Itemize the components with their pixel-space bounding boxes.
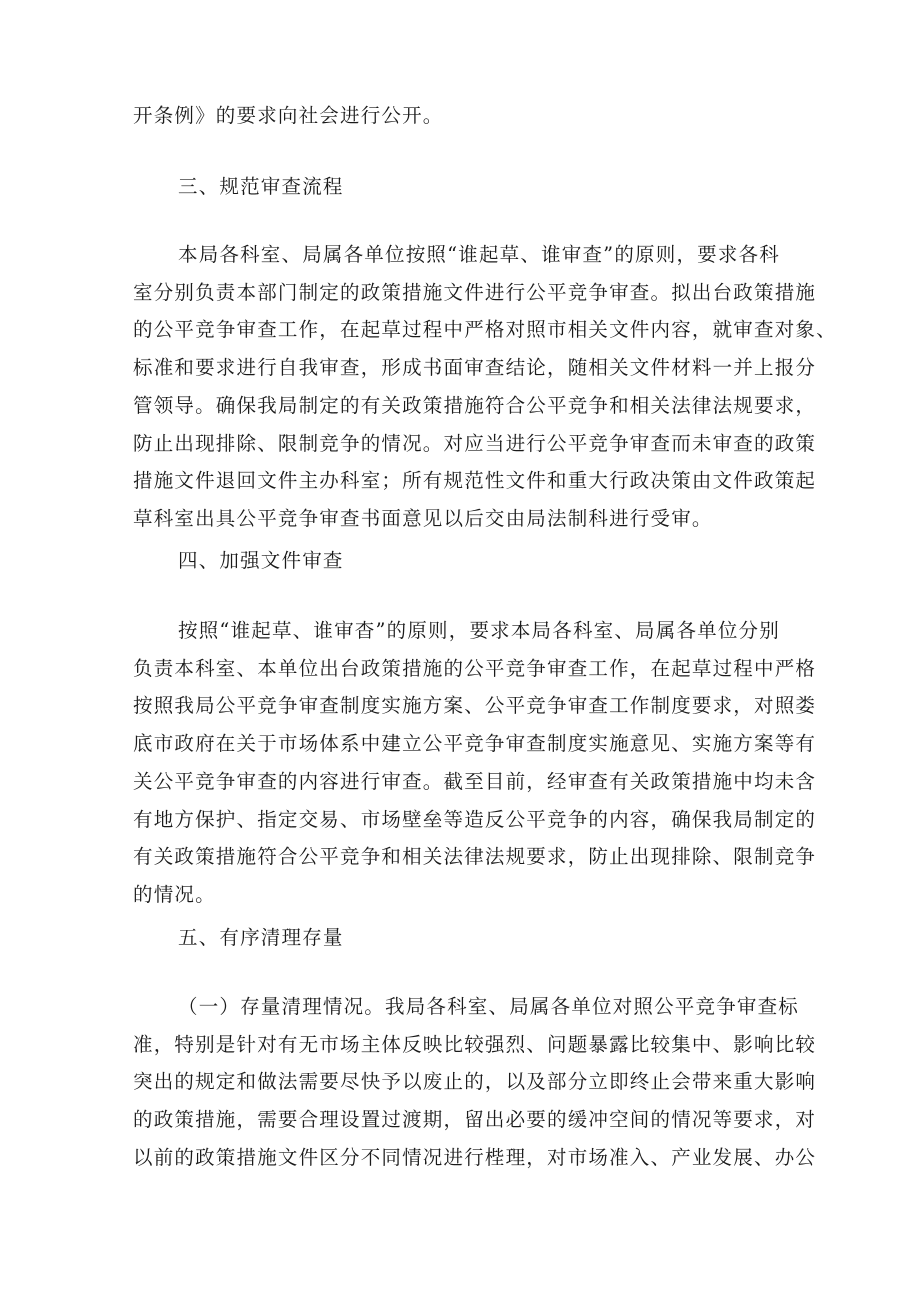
paragraph-line: 管领导。确保我局制定的有关政策措施符合公平竞争和相关法律法规要求， [133, 394, 817, 417]
paragraph-line: 草科室出具公平竞争审查书面意见以后交由局法制科进行受审。 [133, 507, 713, 530]
section-heading-5: 五、有序清理存量 [178, 926, 344, 949]
paragraph-line: 室分别负责本部门制定的政策措施文件进行公平竞争审查。拟出台政策措施 [133, 281, 817, 304]
paragraph-line: 有地方保护、指定交易、市场壁垒等造反公平竞争的内容，确保我局制定的 [133, 808, 817, 831]
paragraph-line: 防止出现排除、限制竞争的情况。对应当进行公平竞争审查而未审查的政策 [133, 432, 817, 455]
paragraph-line: 有关政策措施符合公平竞争和相关法律法规要求，防止出现排除、限制竞争 [133, 845, 817, 868]
paragraph-line: 底市政府在关于市场体系中建立公平竞争审查制度实施意见、实施方案等有 [133, 732, 817, 755]
paragraph-line: 负责本科室、本单位出台政策措施的公平竞争审查工作，在起草过程中严格 [133, 657, 817, 680]
paragraph-line: （一）存量清理情况。我局各科室、局属各单位对照公平竞争审查标 [178, 995, 800, 1018]
section-heading-4: 四、加强文件审查 [178, 549, 344, 572]
paragraph-line: 的情况。 [133, 883, 216, 906]
section-heading-3: 三、规范审查流程 [178, 175, 344, 198]
paragraph-line: 的政策措施，需要合理设置过渡期，留出必要的缓冲空间的情况等要求，对 [133, 1108, 817, 1131]
paragraph-line: 标准和要求进行自我审查，形成书面审查结论，随相关文件材料一并上报分 [133, 356, 817, 379]
opening-line: 开条例》的要求向社会进行公开。 [133, 104, 444, 127]
paragraph-line: 突出的规定和做法需要尽快予以废止的，以及部分立即终止会带来重大影响 [133, 1070, 817, 1093]
paragraph-line: 措施文件退回文件主办科室；所有规范性文件和重大行政决策由文件政策起 [133, 469, 817, 492]
paragraph-line: 的公平竞争审查工作，在起草过程中严格对照市相关文件内容，就审查对象、 [133, 318, 837, 341]
paragraph-line: 按照我局公平竞争审查制度实施方案、公平竞争审查工作制度要求，对照娄 [133, 694, 817, 717]
paragraph-line: 关公平竞争审查的内容进行审查。截至目前，经审查有关政策措施中均未含 [133, 770, 817, 793]
paragraph-line: 准，特别是针对有无市场主体反映比较强烈、问题暴露比较集中、影响比较 [133, 1033, 817, 1056]
paragraph-line: 本局各科室、局属各单位按照“谁起草、谁审查”的原则，要求各科 [178, 243, 780, 266]
paragraph-line: 按照“谁起草、谁审杳”的原则，要求本局各科室、局属各单位分别 [178, 619, 780, 642]
paragraph-line: 以前的政策措施文件区分不同情况进行梐理，对市场准入、产业发展、办公 [133, 1146, 817, 1169]
